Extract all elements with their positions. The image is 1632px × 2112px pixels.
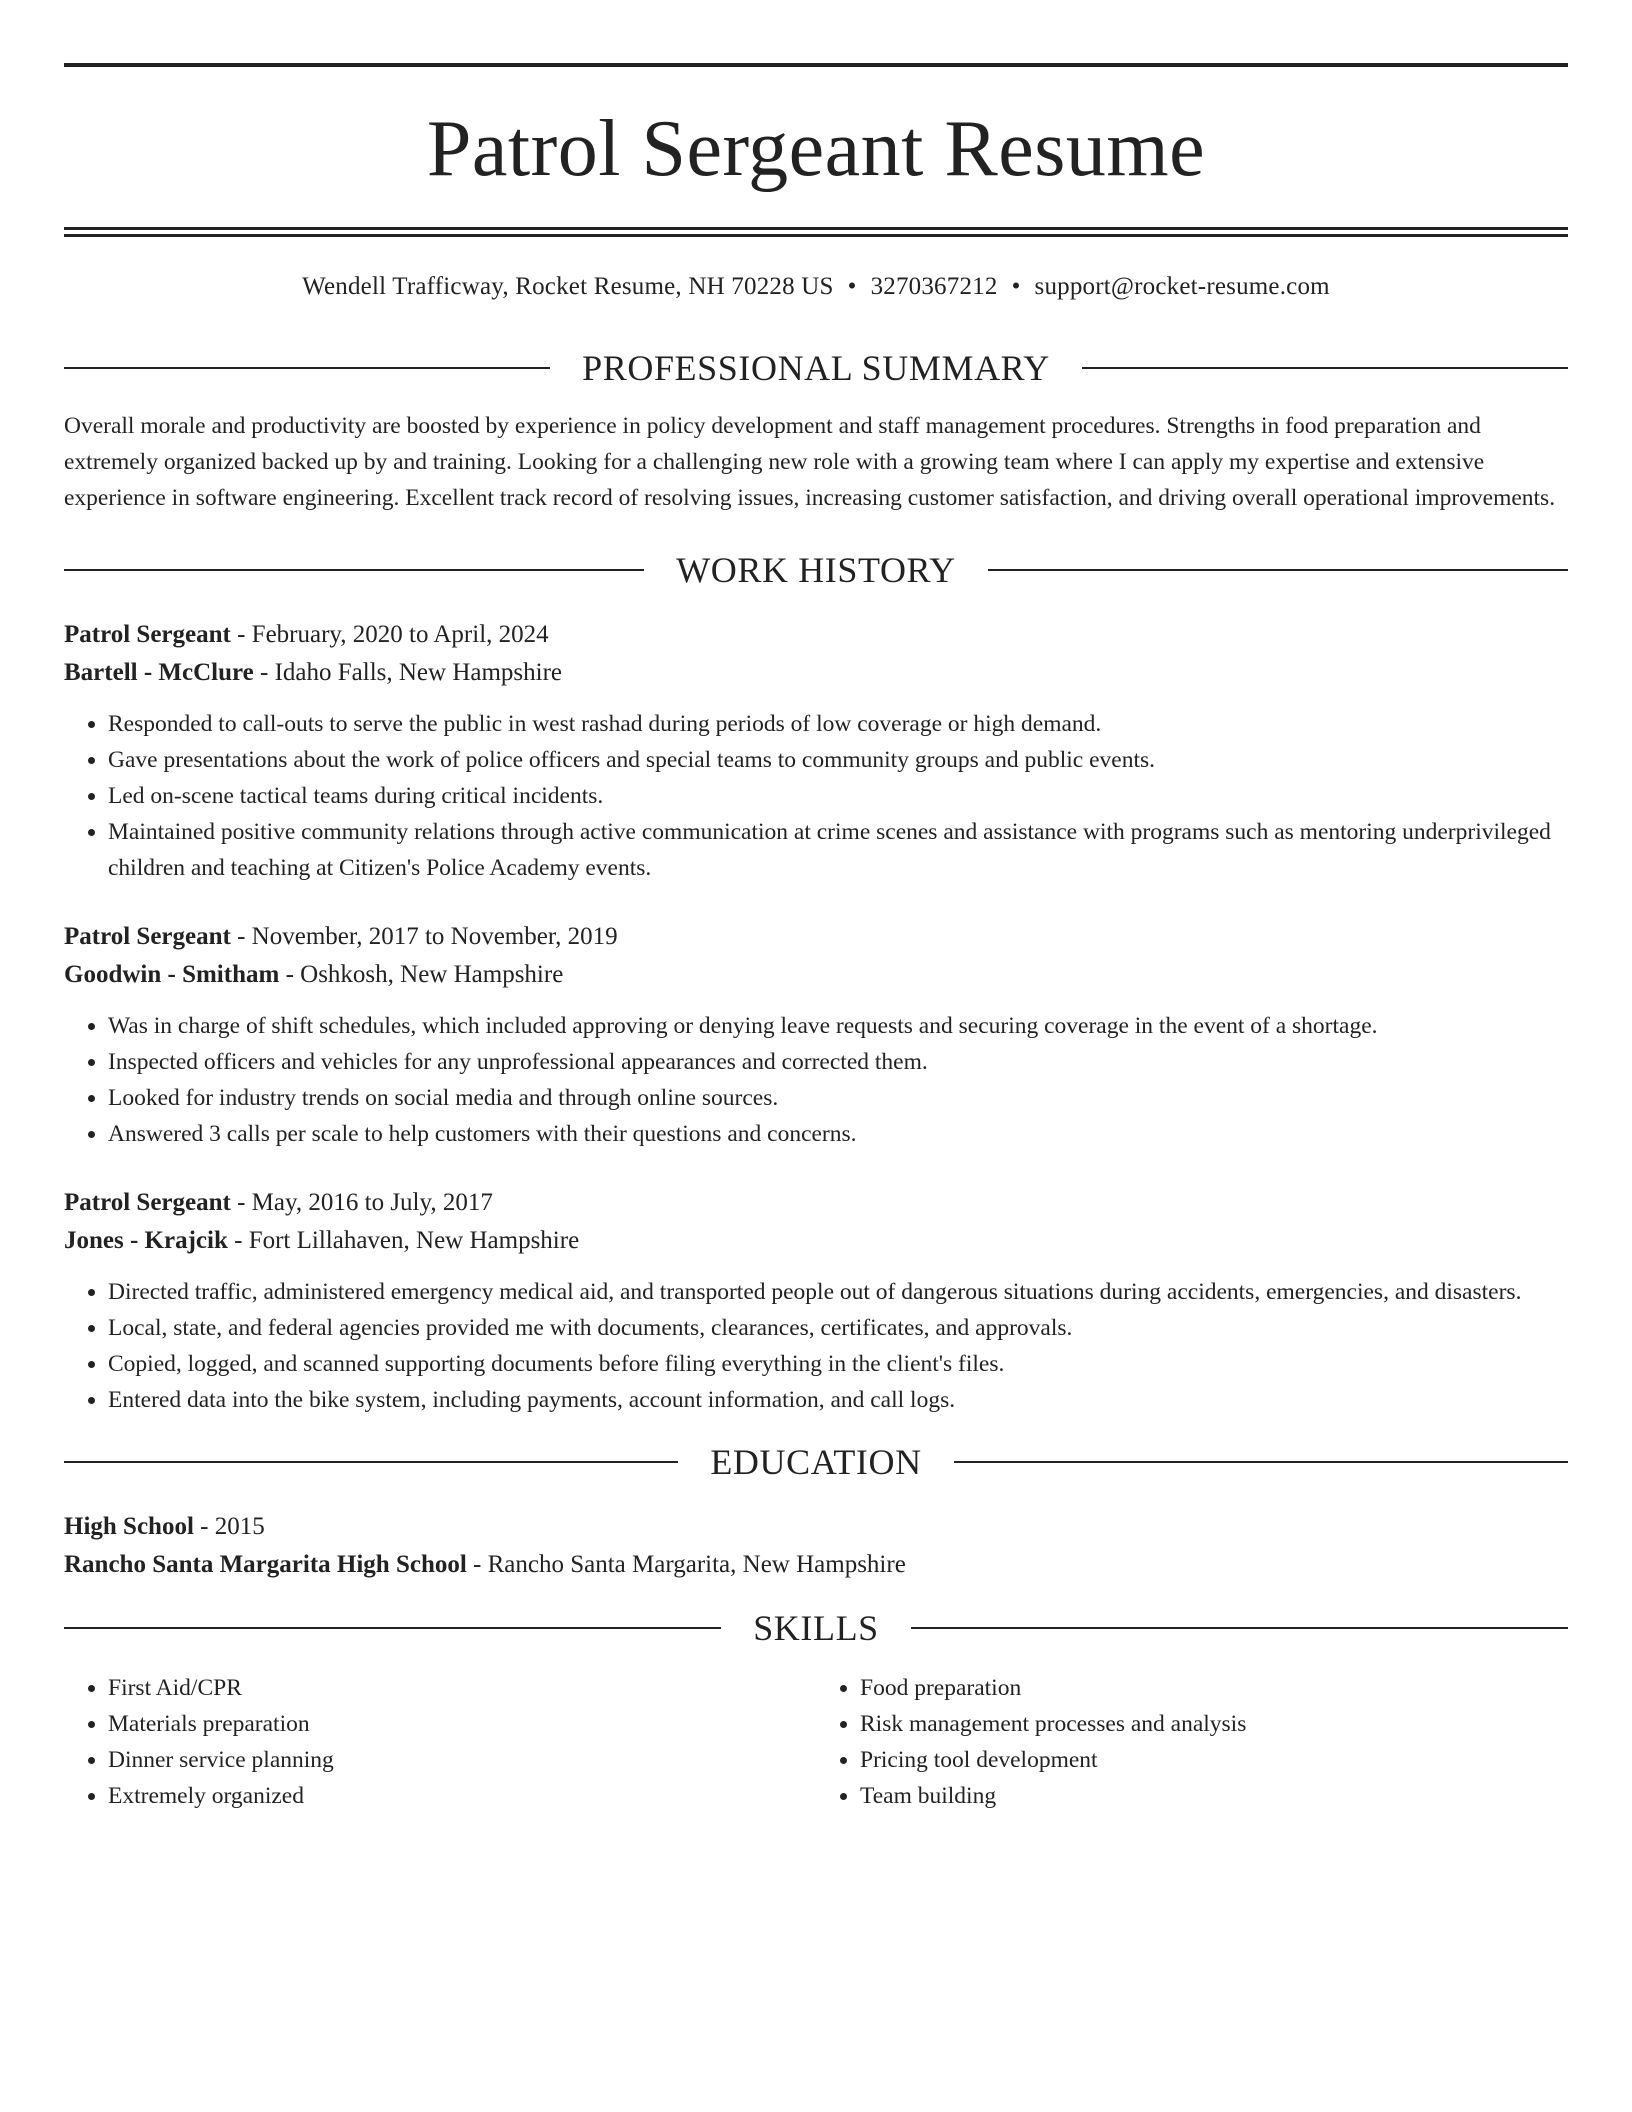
job-title: Patrol Sergeant [64,621,231,648]
job-entry [64,616,1568,886]
job-dates: - November, 2017 to November, 2019 [230,923,618,950]
resume-page [64,0,1568,1814]
education-degree-line [64,1508,1568,1546]
list-item: • Local, state, and federal agencies provided me with documents, clearances, certificates, and approvals. [108,1310,1568,1346]
list-item: • Team building [860,1778,1568,1814]
job-title-line [64,1184,1568,1222]
education-heading: EDUCATION [710,1442,922,1482]
job-company: Goodwin - Smitham [64,961,280,988]
list-item: • Was in charge of shift schedules, which included approving or denying leave requests and securing coverage in the event of a shortage. [108,1008,1568,1044]
contact-separator: • [1011,273,1021,300]
list-item: • Looked for industry trends on social media and through online sources. [108,1080,1568,1116]
job-company-line [64,1222,1568,1260]
skills-columns [64,1670,1568,1814]
job-location: - Idaho Falls, New Hampshire [253,659,563,686]
list-item: • Entered data into the bike system, including payments, account information, and call logs. [108,1382,1568,1418]
list-item: • Gave presentations about the work of police officers and special teams to community groups and public events. [108,742,1568,778]
education-degree: High School [64,1513,194,1540]
education-year: - 2015 [193,1513,265,1540]
list-item: • Pricing tool development [860,1742,1568,1778]
work-heading-row [64,548,1568,592]
title-double-rule [64,227,1568,237]
contact-separator: • [847,273,857,300]
work-heading: WORK HISTORY [676,550,956,590]
list-item: • Food preparation [860,1670,1568,1706]
list-item: • Dinner service planning [108,1742,816,1778]
job-bullets [64,706,1568,886]
job-entry [64,1184,1568,1418]
list-item: • Directed traffic, administered emergency medical aid, and transported people out of dangerous situations during accidents, emergencies, and disasters. [108,1274,1568,1310]
list-item: • First Aid/CPR [108,1670,816,1706]
list-item: • Risk management processes and analysis [860,1706,1568,1742]
job-company-line [64,956,1568,994]
job-company-line [64,654,1568,692]
education-location: - Rancho Santa Margarita, New Hampshire [466,1551,906,1578]
list-item: • Answered 3 calls per scale to help customers with their questions and concerns. [108,1116,1568,1152]
contact-line [64,271,1568,303]
contact-email: support@rocket-resume.com [1034,273,1330,300]
job-dates: - February, 2020 to April, 2024 [230,621,549,648]
contact-address: Wendell Trafficway, Rocket Resume, NH 70228 US [302,273,834,300]
list-item: • Materials preparation [108,1706,816,1742]
heading-rule [64,1627,721,1629]
skills-list-right [816,1670,1568,1814]
education-school: Rancho Santa Margarita High School [64,1551,467,1578]
heading-rule [988,569,1568,571]
job-company: Bartell - McClure [64,659,254,686]
list-item: • Responded to call-outs to serve the public in west rashad during periods of low coverage or high demand. [108,706,1568,742]
job-title: Patrol Sergeant [64,1189,231,1216]
list-item: • Extremely organized [108,1778,816,1814]
education-school-line [64,1546,1568,1584]
job-title-line [64,918,1568,956]
skills-heading: SKILLS [753,1608,879,1648]
heading-rule [1082,367,1568,369]
job-location: - Fort Lillahaven, New Hampshire [227,1227,580,1254]
list-item: • Led on-scene tactical teams during critical incidents. [108,778,1568,814]
job-entry [64,918,1568,1152]
job-location: - Oshkosh, New Hampshire [279,961,564,988]
education-entry [64,1508,1568,1584]
job-bullets [64,1008,1568,1152]
heading-rule [64,367,550,369]
contact-phone: 3270367212 [870,273,998,300]
skills-list-left [64,1670,816,1814]
list-item: • Maintained positive community relations through active communication at crime scenes and assistance with programs such as mentoring underprivileged children and teaching at Citizen's Police Academy events. [108,814,1568,886]
job-title: Patrol Sergeant [64,923,231,950]
list-item: • Inspected officers and vehicles for any unprofessional appearances and corrected them. [108,1044,1568,1080]
top-rule [64,63,1568,67]
education-heading-row [64,1440,1568,1484]
resume-title: Patrol Sergeant Resume [426,105,1206,193]
heading-rule [911,1627,1568,1629]
job-title-line [64,616,1568,654]
list-item: • Copied, logged, and scanned supporting documents before filing everything in the client's files. [108,1346,1568,1382]
summary-heading-row [64,346,1568,390]
summary-heading: PROFESSIONAL SUMMARY [582,348,1050,388]
job-company: Jones - Krajcik [64,1227,228,1254]
job-bullets [64,1274,1568,1418]
heading-rule [64,1461,678,1463]
heading-rule [954,1461,1568,1463]
job-dates: - May, 2016 to July, 2017 [230,1189,493,1216]
heading-rule [64,569,644,571]
skills-heading-row [64,1606,1568,1650]
summary-text: Overall morale and productivity are boosted by experience in policy development and staff management procedures. Strengths in food preparation and extremely organized backed up by and training. Looking for a challenging new role with a growing team where I can apply my expertise and extensive experience in software engineering. Excellent track record of resolving issues, increasing customer satisfaction, and driving overall operational improvements. [64,413,1556,511]
